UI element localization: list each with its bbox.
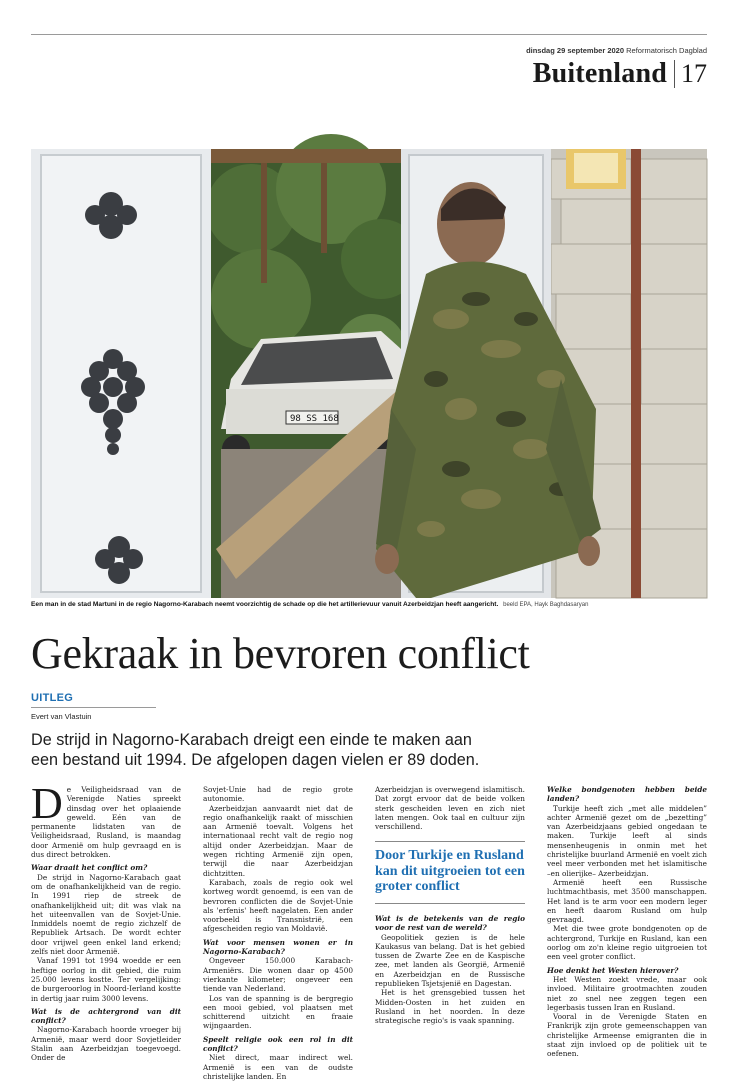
- body-paragraph: Karabach, zoals de regio ook wel kortweg wordt genoemd, is een van de bevroren conflicten die de Sovjet-Unie als 'erfenis' heeft nagelaten. Een ander voorbeeld is Transnistrië, een afgescheiden regio van Moldavië.: [203, 877, 353, 934]
- article-headline: Gekraak in bevroren conflict: [31, 629, 530, 678]
- body-paragraph: Azerbeidzjan aanvaardt niet dat de regio onafhankelijk raakt of misschien aan Armenië toevalt. Volgens het internationaal recht valt de regio nog altijd onder Azerbeidzjan. Maar de wegen richting Armenië zijn open, terwijl die naar Azerbeidzjan dichtzitten.: [203, 803, 353, 878]
- article-photo: [31, 149, 707, 598]
- body-paragraph: Het is het grensgebied tussen het Midden-Oosten in het zuiden en Rusland in het noorden. In deze strategische regio's is vaak spanning.: [375, 988, 525, 1026]
- photo-credit: beeld EPA, Hayk Baghdasaryan: [503, 602, 589, 608]
- question-heading: Wat is de betekenis van de regio voor de rest van de wereld?: [375, 913, 525, 933]
- body-paragraph: Nagorno-Karabach hoorde vroeger bij Armenië, maar werd door Sovjetleider Stalin aan Azerbeidzjan toegevoegd. Onder de: [31, 1025, 181, 1063]
- question-heading: Wat voor mensen wonen er in Nagorno-Karabach?: [203, 937, 353, 957]
- body-paragraph: Geopolitiek gezien is de hele Kaukasus van belang. Dat is het gebied tussen de Zwarte Zee en de Kaspische zee, met landen als Georgië, Armenië en Azerbeidzjan en de Russische republieken Tsjetsjenië en Dagestan.: [375, 932, 525, 989]
- top-rule: [31, 34, 707, 35]
- body-paragraph: Los van de spanning is de bergregio een mooi gebied, vol plaatsen met schitterend uitzicht en fraaie wijngaarden.: [203, 993, 353, 1031]
- article-column-4: [547, 785, 707, 1059]
- section-header: [533, 58, 707, 90]
- article-column-2: [203, 785, 353, 1081]
- body-paragraph: Niet direct, maar indirect wel. Armenië is een van de oudste christelijke landen. En: [203, 1053, 353, 1081]
- question-heading: Welke bondgenoten hebben beide landen?: [547, 785, 707, 804]
- photo-caption: [31, 601, 707, 608]
- newspaper-name: Reformatorisch Dagblad: [626, 46, 707, 55]
- question-heading: Wat is de achtergrond van dit conflict?: [31, 1006, 181, 1026]
- body-paragraph: Het Westen zoekt vrede, maar ook invloed. Militaire grootmachten zouden niet zo snel nee zeggen tegen een legerbasis tussen Iran en Rusland.: [547, 974, 707, 1012]
- body-paragraph: Armenië heeft een Russische luchtmachtbasis, met 3500 manschappen. Het land is te arm voor een modern leger en heeft daarom Rusland om hulp gevraagd.: [547, 877, 707, 925]
- license-plate: 98 SS 168: [290, 414, 339, 424]
- body-paragraph: Met die twee grote bondgenoten op de achtergrond, Turkije en Rusland, kan een oorlog om zo'n kleine regio uitgroeien tot een veel groter conflict.: [547, 924, 707, 962]
- article-kicker: UITLEG: [31, 692, 74, 704]
- dateline: [526, 46, 707, 55]
- kicker-rule: [31, 707, 156, 708]
- pull-quote: [375, 841, 525, 904]
- body-paragraph: Azerbeidzjan is overwegend islamitisch. Dat zorgt ervoor dat de beide volken sterk gescheiden leven en zich niet laten mengen. Ook taal en cultuur zijn verschillend.: [375, 785, 525, 832]
- body-paragraph: Vanaf 1991 tot 1994 woedde er een heftige oorlog in dit gebied, die ruim 25.000 levens kostte. Ter vergelijking: de burgeroorlog in Noord-Ierland kostte in dertig jaar ruim 3000 levens.: [31, 956, 181, 1003]
- question-heading: Hoe denkt het Westen hierover?: [547, 965, 679, 975]
- body-paragraph: e Veiligheidsraad van de Verenigde Naties spreekt dinsdag over het oplaaiende geweld. Eén van de permanente lidstaten van de Veiligheidsraad, Rusland, is maandag door Armenië om hulp gevraagd en is dus direct betrokken.: [31, 785, 181, 860]
- article-column-3: [375, 785, 525, 1026]
- body-paragraph: Sovjet-Unie had de regio grote autonomie.: [203, 785, 353, 804]
- body-paragraph: Turkije heeft zich „met alle middelen” achter Armenië gezet om de „bezetting” van Azerbeidzjaans gebied ongedaan te maken. Turkije leeft al sinds mensenheugenis in onmin met het christelijke buurland Armenië en voelt zich veel meer verbonden met het islamitische –en olierijke– Azerbeidzjan.: [547, 803, 707, 878]
- page-number: 17: [681, 59, 707, 88]
- section-name: Buitenland: [532, 58, 667, 89]
- body-paragraph: Ongeveer 150.000 Karabach-Armeniërs. Die wonen daar op 4500 vierkante kilometer; ongeveer een tiende van Nederland.: [203, 956, 353, 994]
- article-column-1: [31, 779, 181, 1063]
- body-paragraph: Vooral in de Verenigde Staten en Frankrijk zijn grote gemeenschappen van christelijke Armeense emigranten die in staat zijn invloed op de politiek uit te oefenen.: [547, 1012, 707, 1059]
- body-paragraph: De strijd in Nagorno-Karabach gaat om de onafhankelijkheid van de regio. In 1991 riep de streek de onafhankelijkheid uit; dit was vlak na het uiteenvallen van de Sovjet-Unie. Inmiddels noemt de regio zichzelf de Republiek Artsach. De wordt echter door vrijwel geen enkel land erkend; zelfs niet door Armenië.: [31, 872, 181, 957]
- section-divider: [674, 60, 675, 88]
- article-lead: De strijd in Nagorno-Karabach dreigt een einde te maken aan een bestand uit 1994. De afgelopen dagen vielen er 89 doden.: [31, 731, 480, 769]
- issue-date: dinsdag 29 september 2020: [526, 46, 625, 55]
- pull-quote-text: Door Turkije en Rusland kan dit uitgroeien tot een groter conflict: [375, 848, 525, 895]
- drop-cap: D: [31, 779, 63, 828]
- article-byline: Evert van Vlastuin: [31, 712, 92, 721]
- question-heading: Speelt religie ook een rol in dit conflict?: [203, 1034, 353, 1054]
- question-heading: Waar draait het conflict om?: [31, 863, 148, 873]
- caption-text: Een man in de stad Martuni in de regio Nagorno-Karabach neemt voorzichtig de schade op die het artillerievuur vanuit Azerbeidzjan heeft aangericht.: [31, 601, 499, 608]
